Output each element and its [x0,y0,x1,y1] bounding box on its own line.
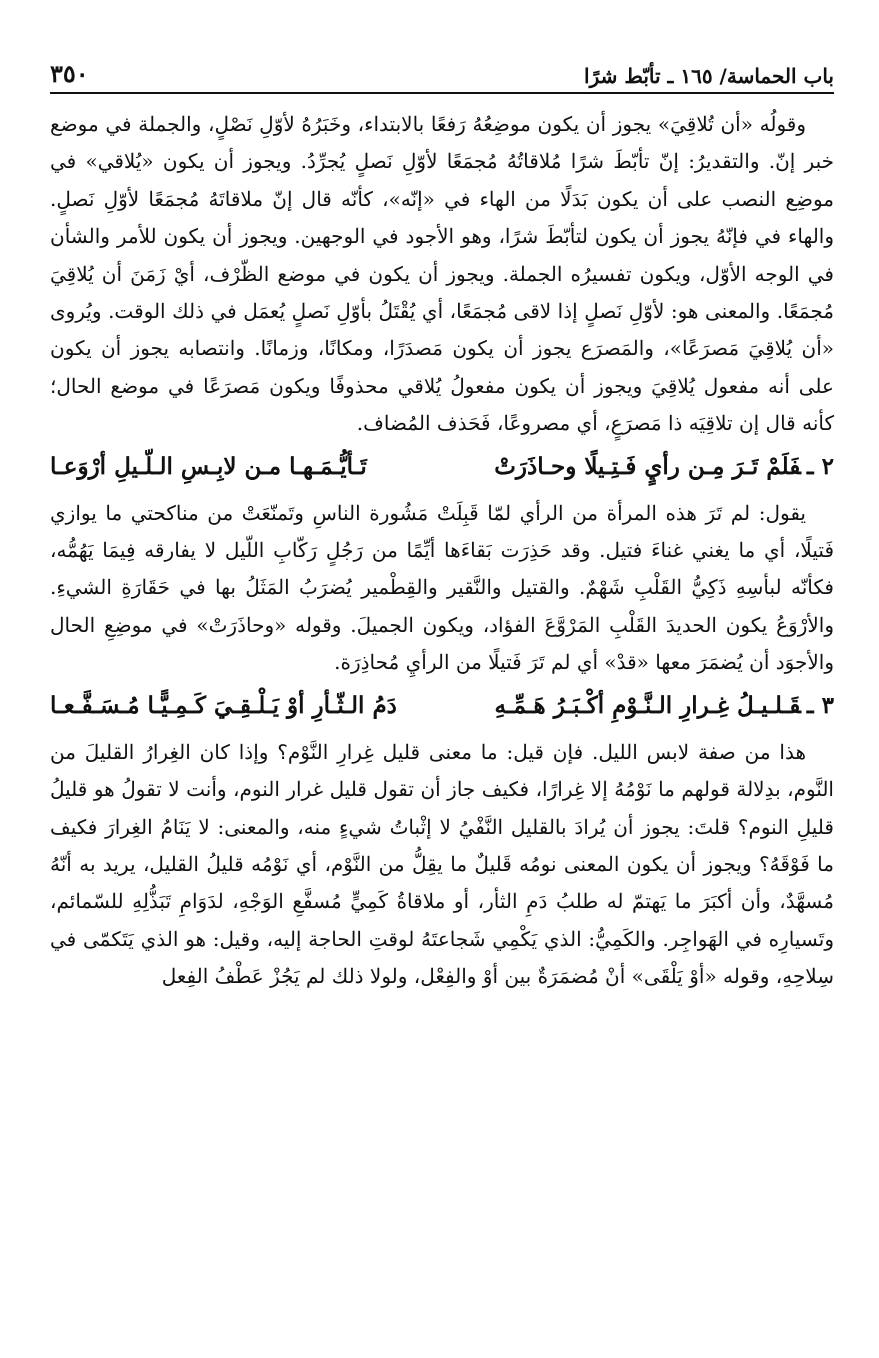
running-head [50,48,834,94]
verse-3-second-hemistich: دَمُ الـثّـأرِ أوْ يَـلْـقِـيَ كَـمِـيًّـا مُـسَـفَّـعـا [50,691,397,719]
verse-3-number: ٣ ـ [806,691,834,719]
verse-2-second-hemistich: تَـأيُّـمَـهـا مـن لابِـسِ الـلّـيلِ أرْوَعـا [50,452,367,480]
verse-2-first-hemistich [414,451,834,483]
commentary-paragraph-2: يقول: لم تَرَ هذه المرأة من الرأي لمّا قَبِلَتْ مَشُورة الناسِ وتَمنّعَتْ من مناكحتي ما يوازي فَتيلًا، أي ما يغني غناءَ فتيل. وقد حَذِرَت بَقاءَها أيِّمًا من رَجُلٍ رَكّابِ اللّيل لا يفارقه فِيمَا يَهُمُّه، فكأنّه لبأسِهِ ذَكِيُّ القَلْبِ شَهْمٌ. والقتيل والنَّقير والقِطْمير يُضرَبُ المَثَلُ بها في حَقَارَةِ الشيءِ. والأرْوَعُ يكون الحديدَ القَلْبِ المَرْوَّعَ الفؤاد، ويكون الجميلَ. وقوله «وحاذَرَتْ» في موضِعِ الحال والأجوَد أن يُضمَرَ معها «قدْ» أي لم تَرَ فَتيلًا من الرأيِ مُحاذِرَة. [50,500,834,675]
verse-3-first-text: قَـلـيـلُ غِـرارِ الـنَّـوْمِ أكْـبَـرُ هَـمِّـهِ [494,691,801,719]
page-number: ٣٥٠ [50,59,89,88]
verse-2 [50,451,834,483]
verse-3 [50,690,834,722]
verse-2-first-text: فَلَمْ تَـرَ مِـن رأيٍ فَـتِـيلًا وحـاذَرَتْ [494,452,801,480]
commentary-paragraph-3: هذا من صفة لابس الليل. فإن قيل: ما معنى قليل غِرارِ النَّوْم؟ وإذا كان الغِرارُ القليلَ من النَّوم، بدِلالة قولهم ما نَوْمُهُ إلا غِرارًا، فكيف جاز أن تقول قليل غرار النوم، وأنت لا تقولُ هو قليلُ قليلِ النوم؟ قلتَ: يجوز أن يُرادَ بالقليل النَّفْيُ لا إثْباتُ شيءٍ منه، والمعنى: لا يَنَامُ الغِرارَ فكيف ما فَوْقَهُ؟ ويجوز أن يكون المعنى نومُه قَليلٌ ما يقِلُّ من النَّوْم، أي نَوْمُه قليلُ القليل، يريد به أنّهُ مُسهَّدٌ، وأن أكبَرَ ما يَهتمّ له طلبُ دَمِ الثأر، أو ملاقاةُ كَمِيٍّ مُسفَّعِ الوَجْهِ، لدَوَامِ تَبَذُّلِهِ للسّمائم، وتَسيارِه في الهَواجِر. والكَمِيُّ: الذي يَكْمِي شَجاعتَهُ لوقتِ الحاجة إليه، وقيل: هو الذي يَتَكمّى في سِلاحِهِ، وقوله «أوْ يَلْقَى» أنْ مُضمَرَةٌ بين أوْ والفِعْل، ولولا ذلك لم يَجُزْ عَطْفُ الفِعل [50,739,834,989]
verse-2-number: ٢ ـ [806,452,834,480]
verse-3-first-hemistich [414,690,834,722]
running-title: باب الحماسة/ ١٦٥ ـ تأبّط شرًا [584,64,834,88]
commentary-paragraph-1: وقولُه «أن تُلاقِيَ» يجوز أن يكون موضِعُهُ رَفعًا بالابتداء، وخَبَرُهُ لأوّلِ نَصْلٍ، والجملة في موضع خبر إنّ. والتقديرُ: إنّ تأبّطَ شرًا مُلاقاتُهُ مُجمَعًا لأوّلِ نَصلٍ يُجرِّدُ. ويجوز أن يكون «يُلاقي» في موضِع النصب على أن يكون بَدَلًا من الهاء في «إنّه»، كأنّه قال إنّ ملاقاتَهُ مُجمَعًا لأوّلِ نَصلٍ. والهاء في فإنّهُ يجوز أن يكون لتأبّطَ شرًا، وهو الأجود في الوجهين. ويجوز أن يكون للأمر والشأن في الوجه الأوّل، ويكون تفسيرُه الجملة. ويجوز أن يكون في موضع الظّرْف، أيْ زَمَنَ أن يُلاقِيَ مُجمَعًا. والمعنى هو: لأوّلِ نَصلٍ إذا لاقى مُجمَعًا، أي يُقْتَلُ بأوّلِ نَصلٍ يُعمَل في ذلك الوقت. ويُروى «أن يُلاقِيَ مَصرَعًا»، والمَصرَع يجوز أن يكون مَصدَرًا، ومكانًا، وزمانًا. وانتصابه يجوز أن يكون على أنه مفعول يُلاقِيَ ويجوز أن يكون مفعولُ يُلاقي محذوفًا ويكون مَصرَعًا في موضع الحال؛ كأنه قال إن تلاقِيَه ذا مَصرَعٍ، أي مصروعًا، فَحَذف المُضاف. [50,112,834,436]
